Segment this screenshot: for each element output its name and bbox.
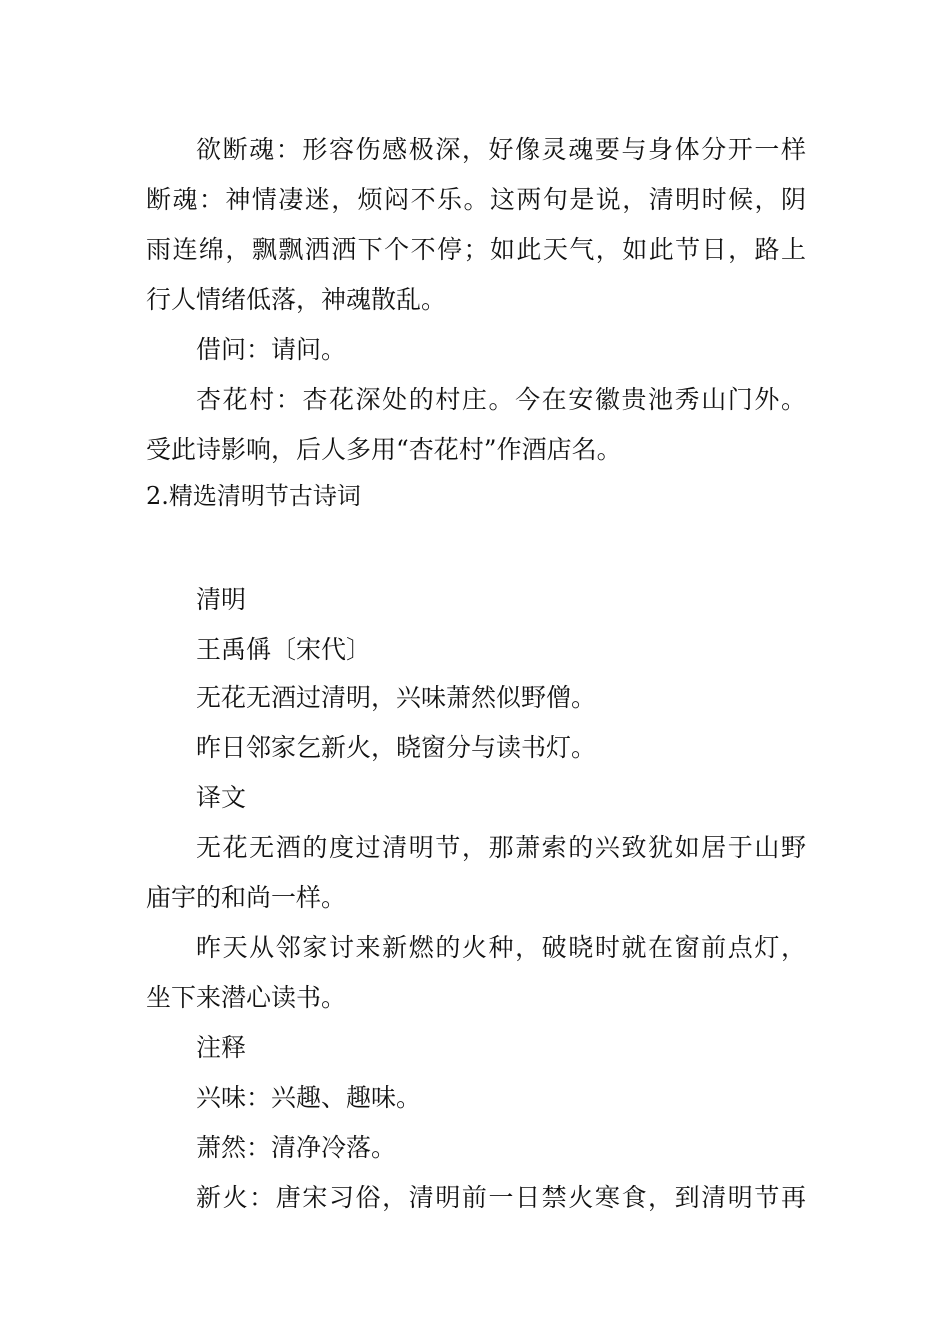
section-heading: 2.精选清明节古诗词 [146, 482, 361, 510]
note-line: 兴味：兴趣、趣味。 [196, 1083, 422, 1112]
poem-title: 清明 [196, 585, 247, 614]
note-line: 新火：唐宋习俗，清明前一日禁火寒食，到清明节再 [196, 1183, 806, 1212]
paragraph-line: 昨天从邻家讨来新燃的火种，破晓时就在窗前点灯， [196, 933, 806, 962]
paragraph-line: 雨连绵，飘飘洒洒下个不停；如此天气，如此节日，路上 [146, 235, 806, 264]
paragraph-line: 断魂：神情凄迷，烦闷不乐。这两句是说，清明时候，阴 [146, 185, 806, 214]
paragraph-line: 杏花村：杏花深处的村庄。今在安徽贵池秀山门外。 [196, 385, 806, 414]
paragraph-line: 受此诗影响，后人多用“杏花村”作酒店名。 [146, 435, 622, 464]
translation-heading: 译文 [196, 783, 247, 812]
note-line: 萧然：清净冷落。 [196, 1133, 397, 1162]
paragraph-line: 借问：请问。 [196, 335, 347, 364]
notes-heading: 注释 [196, 1033, 247, 1062]
paragraph-line: 坐下来潜心读书。 [146, 983, 347, 1012]
poem-line: 无花无酒过清明，兴味萧然似野僧。 [196, 683, 597, 712]
paragraph-line: 庙宇的和尚一样。 [146, 883, 347, 912]
paragraph-line: 欲断魂：形容伤感极深，好像灵魂要与身体分开一样 [196, 135, 806, 164]
poem-line: 昨日邻家乞新火，晓窗分与读书灯。 [196, 733, 597, 762]
paragraph-line: 行人情绪低落，神魂散乱。 [146, 285, 447, 314]
poem-author: 王禹偁〔宋代〕 [196, 635, 372, 664]
paragraph-line: 无花无酒的度过清明节，那萧索的兴致犹如居于山野 [196, 833, 806, 862]
